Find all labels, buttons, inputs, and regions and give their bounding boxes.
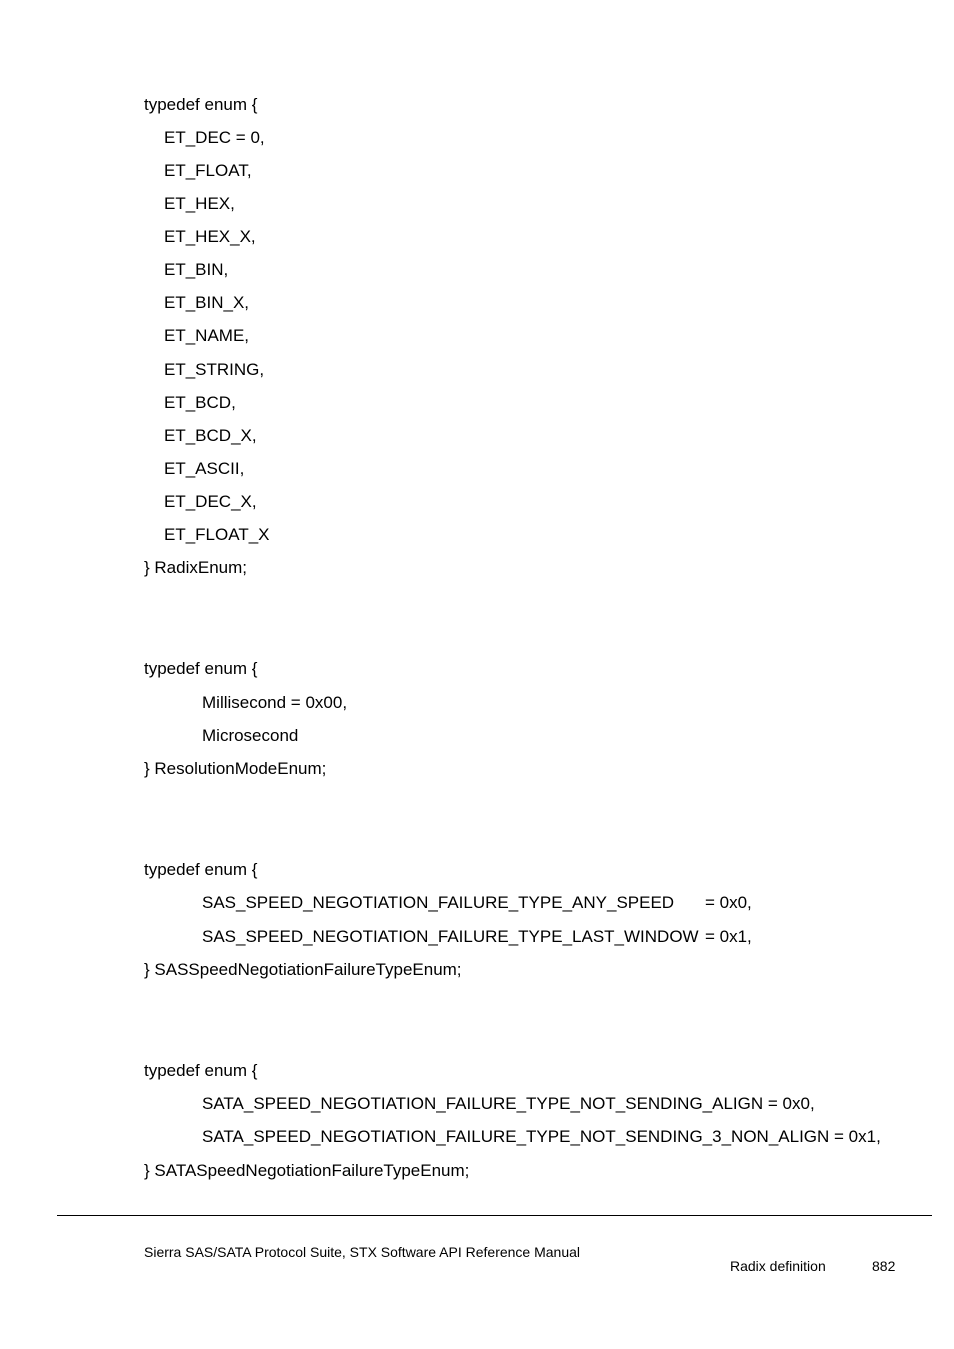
enum-item: ET_ASCII, (164, 459, 245, 478)
typedef-open: typedef enum { (144, 95, 258, 114)
enum-item-name: SAS_SPEED_NEGOTIATION_FAILURE_TYPE_ANY_SPEED (202, 893, 675, 912)
enum-item: ET_STRING, (164, 360, 265, 379)
typedef-open: typedef enum { (144, 1061, 258, 1080)
footer-page-number: 882 (872, 1258, 896, 1274)
enum-item: SATA_SPEED_NEGOTIATION_FAILURE_TYPE_NOT_SENDING_ALIGN = 0x0, (202, 1094, 815, 1113)
enum-item-value: = 0x1, (705, 927, 752, 946)
enum-item: ET_FLOAT_X (164, 525, 270, 544)
footer-divider (57, 1215, 932, 1216)
enum-item-name: SAS_SPEED_NEGOTIATION_FAILURE_TYPE_LAST_WINDOW (202, 927, 699, 946)
enum-item: ET_FLOAT, (164, 161, 252, 180)
typedef-close: } RadixEnum; (144, 558, 247, 577)
enum-item: ET_HEX, (164, 194, 235, 213)
enum-item: ET_HEX_X, (164, 227, 256, 246)
typedef-open: typedef enum { (144, 860, 258, 879)
enum-item: ET_NAME, (164, 326, 250, 345)
footer-section-name: Radix definition (730, 1258, 826, 1274)
enum-item-value: = 0x0, (705, 893, 752, 912)
footer-manual-title: Sierra SAS/SATA Protocol Suite, STX Software API Reference Manual (144, 1244, 581, 1260)
typedef-close: } ResolutionModeEnum; (144, 759, 327, 778)
typedef-close: } SATASpeedNegotiationFailureTypeEnum; (144, 1161, 470, 1180)
enum-item: ET_BIN, (164, 260, 229, 279)
enum-item: ET_DEC_X, (164, 492, 257, 511)
enum-item: ET_BIN_X, (164, 293, 250, 312)
enum-item: Microsecond (202, 726, 299, 745)
typedef-close: } SASSpeedNegotiationFailureTypeEnum; (144, 960, 462, 979)
typedef-open: typedef enum { (144, 659, 258, 678)
enum-item: ET_DEC = 0, (164, 128, 265, 147)
enum-item: SATA_SPEED_NEGOTIATION_FAILURE_TYPE_NOT_SENDING_3_NON_ALIGN = 0x1, (202, 1127, 881, 1146)
enum-item: Millisecond = 0x00, (202, 693, 348, 712)
enum-item: ET_BCD_X, (164, 426, 257, 445)
enum-item: ET_BCD, (164, 393, 236, 412)
